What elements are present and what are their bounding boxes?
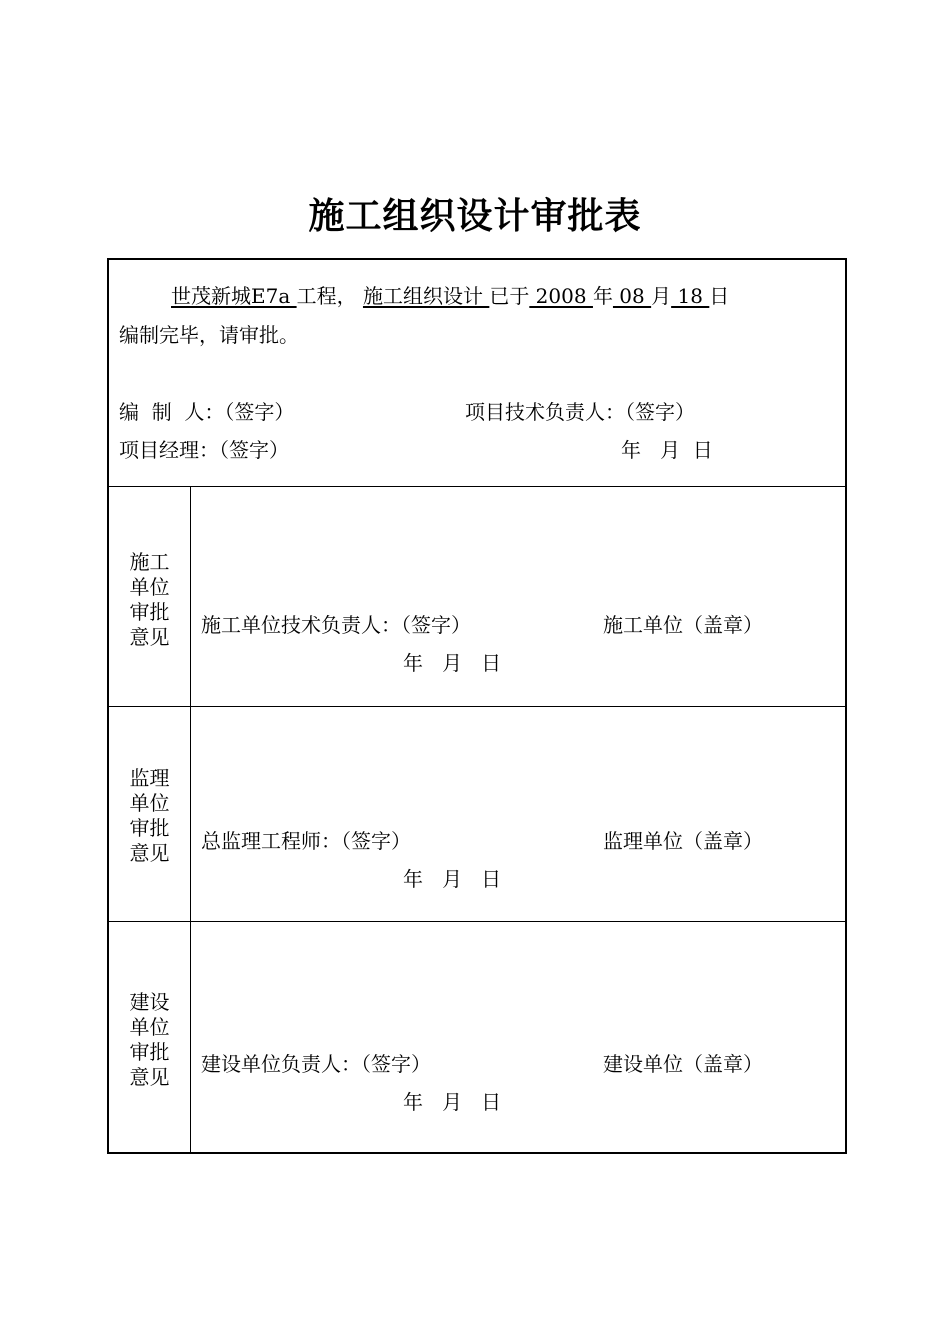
column-divider bbox=[190, 487, 191, 1152]
month-field[interactable]: 08 bbox=[612, 284, 652, 308]
document-name-field[interactable]: 施工组织设计 bbox=[362, 284, 490, 308]
owner-date: 年 月 日 bbox=[403, 1090, 502, 1114]
approval-form bbox=[107, 258, 847, 1154]
section-label-supervision: 监理 单位 审批 意见 bbox=[129, 766, 170, 865]
manager-signature: 项目经理：（签字） bbox=[119, 438, 289, 462]
supervision-date: 年 月 日 bbox=[403, 867, 502, 891]
submission-line-2: 编制完毕，请审批。 bbox=[119, 323, 299, 347]
tech-lead-signature: 项目技术负责人：（签字） bbox=[465, 400, 695, 424]
year-label: 年 bbox=[592, 284, 613, 308]
header-date: 年 月 日 bbox=[621, 438, 713, 462]
divider bbox=[109, 921, 845, 922]
construction-signer: 施工单位技术负责人：（签字） bbox=[201, 613, 471, 637]
project-name-field[interactable]: 世茂新城E7a bbox=[171, 284, 297, 308]
construction-seal: 施工单位（盖章） bbox=[603, 613, 763, 637]
owner-signer: 建设单位负责人：（签字） bbox=[201, 1052, 431, 1076]
supervision-seal: 监理单位（盖章） bbox=[603, 829, 763, 853]
day-field[interactable]: 18 bbox=[671, 284, 710, 308]
owner-seal: 建设单位（盖章） bbox=[603, 1052, 763, 1076]
editor-signature: 编 制 人：（签字） bbox=[119, 400, 295, 424]
divider bbox=[109, 486, 845, 487]
done-prefix: 已于 bbox=[489, 284, 530, 308]
page-title: 施工组织设计审批表 bbox=[308, 196, 642, 237]
year-field[interactable]: 2008 bbox=[529, 284, 593, 308]
section-label-construction: 施工 单位 审批 意见 bbox=[129, 550, 170, 649]
divider bbox=[109, 706, 845, 707]
construction-date: 年 月 日 bbox=[403, 651, 502, 675]
section-label-owner: 建设 单位 审批 意见 bbox=[129, 990, 170, 1089]
project-suffix: 工程， bbox=[296, 284, 357, 308]
submission-line bbox=[171, 284, 729, 308]
month-label: 月 bbox=[651, 284, 672, 308]
supervision-signer: 总监理工程师：（签字） bbox=[201, 829, 411, 853]
day-label: 日 bbox=[709, 284, 730, 308]
